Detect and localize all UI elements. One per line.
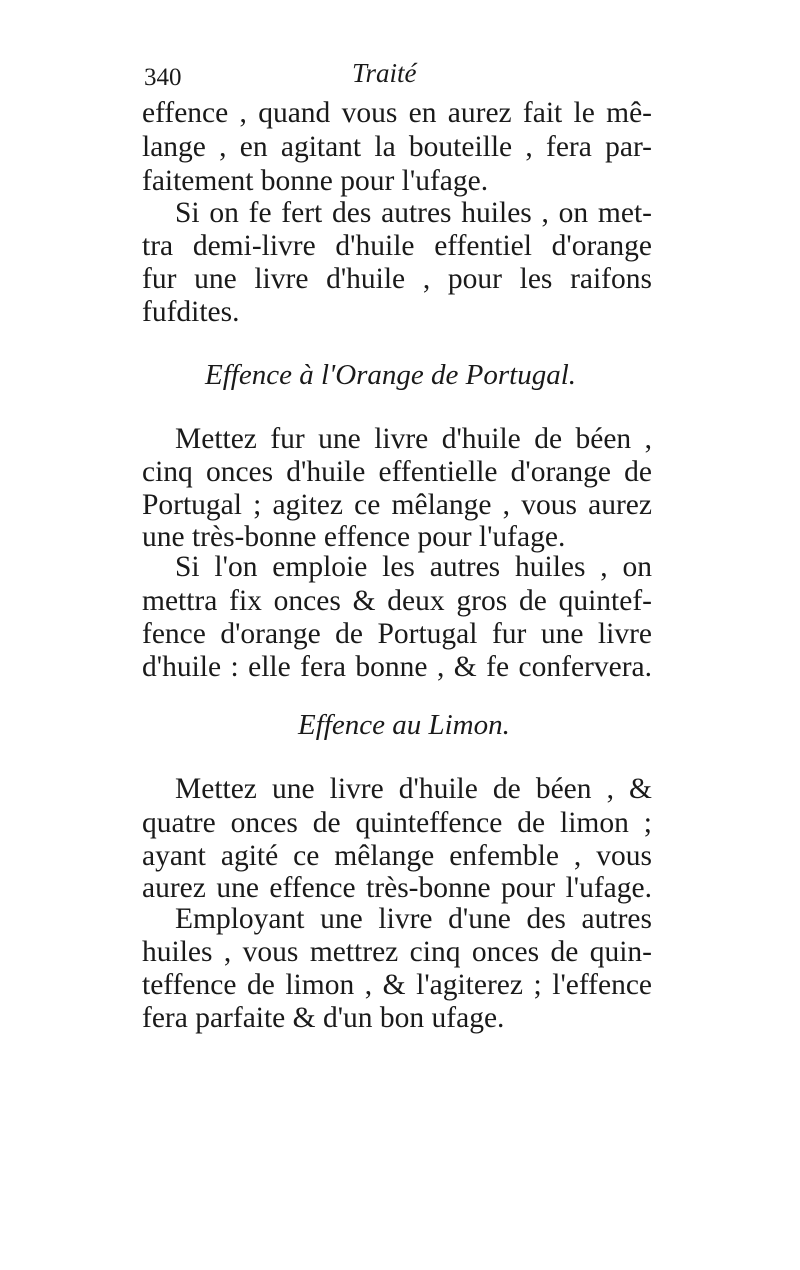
text-line: d'huile : elle fera bonne , & fe confervera. xyxy=(142,651,652,683)
text-line: aurez une effence très-bonne pour l'ufage. xyxy=(142,872,652,904)
text-line: tra demi-livre d'huile effentiel d'orange xyxy=(142,230,652,262)
text-line: cinq onces d'huile effentielle d'orange de xyxy=(142,456,652,488)
page-number: 340 xyxy=(144,64,182,91)
text-line: mettra fix onces & deux gros de quintef- xyxy=(142,585,652,617)
text-line: Mettez fur une livre d'huile de béen , xyxy=(175,423,652,455)
text-line: lange , en agitant la bouteille , fera par- xyxy=(142,131,652,163)
text-line: ayant agité ce mêlange enfemble , vous xyxy=(142,840,652,872)
text-line: Portugal ; agitez ce mêlange , vous aurez xyxy=(142,489,652,521)
text-line: quatre onces de quinteffence de limon ; xyxy=(142,807,652,839)
text-line: fence d'orange de Portugal fur une livre xyxy=(142,618,652,650)
running-title: Traité xyxy=(352,58,417,88)
text-line: une très-bonne effence pour l'ufage. xyxy=(142,521,566,553)
text-line: effence , quand vous en aurez fait le mê- xyxy=(142,97,652,129)
section-heading: Effence à l'Orange de Portugal. xyxy=(205,359,577,391)
text-line: fur une livre d'huile , pour les raifons xyxy=(142,263,652,295)
text-line: Si l'on emploie les autres huiles , on xyxy=(175,551,652,583)
text-line: teffence de limon , & l'agiterez ; l'effence xyxy=(142,969,652,1001)
text-line: faitement bonne pour l'ufage. xyxy=(142,165,489,197)
text-line: Employant une livre d'une des autres xyxy=(175,903,652,935)
text-line: huiles , vous mettrez cinq onces de quin- xyxy=(142,936,652,968)
text-line: fufdites. xyxy=(142,296,240,328)
text-line: Mettez une livre d'huile de béen , & xyxy=(175,773,652,805)
section-heading: Effence au Limon. xyxy=(298,709,510,741)
text-line: Si on fe fert des autres huiles , on met- xyxy=(175,197,652,229)
text-line: fera parfaite & d'un bon ufage. xyxy=(142,1002,505,1034)
running-head xyxy=(140,58,660,98)
